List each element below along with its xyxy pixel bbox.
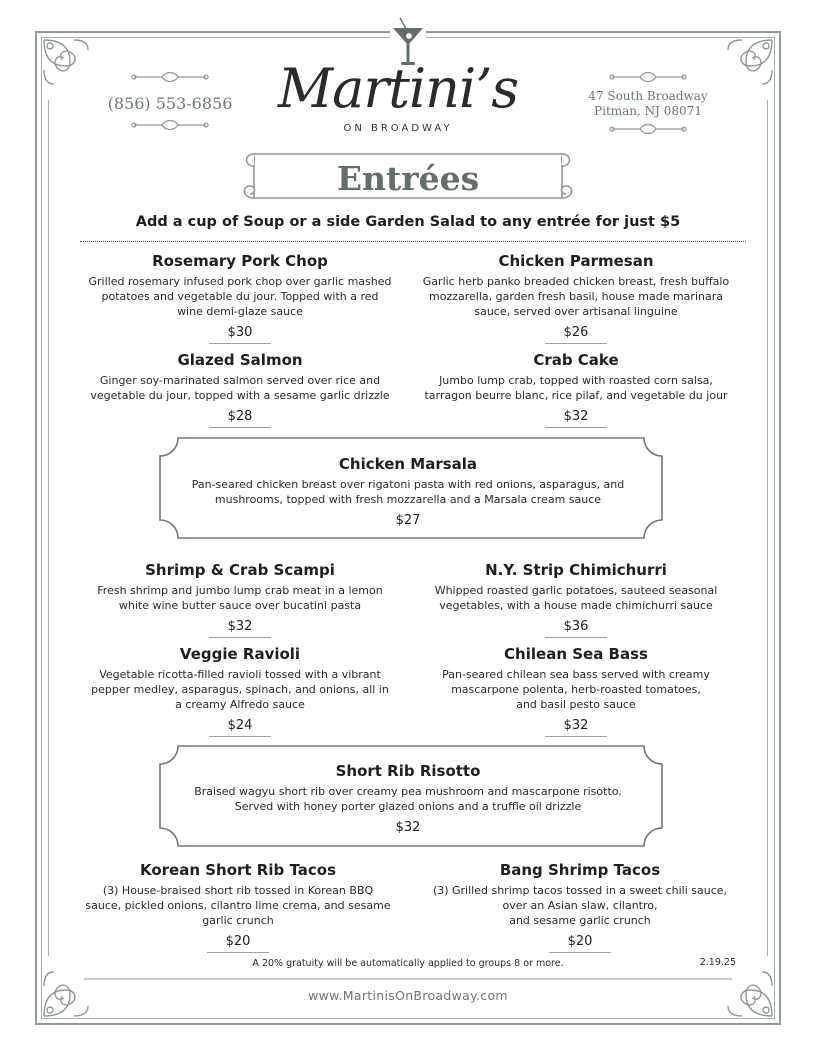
menu-item bbox=[420, 861, 740, 953]
item-description-line: vegetables, with a house made chimichurri sauce bbox=[439, 599, 713, 612]
item-description-line: white wine butter sauce over bucatini pasta bbox=[118, 599, 362, 612]
item-name: Short Rib Risotto bbox=[335, 762, 481, 780]
item-description bbox=[80, 583, 400, 613]
menu-item bbox=[416, 645, 736, 737]
item-name: Chicken Parmesan bbox=[498, 252, 654, 270]
item-description bbox=[416, 583, 736, 613]
item-description-line: Garlic herb panko breaded chicken breast, fresh buffalo bbox=[422, 275, 730, 288]
corner-flourish-top-right bbox=[724, 36, 776, 88]
menu-item bbox=[80, 645, 400, 737]
item-description bbox=[78, 883, 398, 928]
website-link[interactable]: www.MartinisOnBroadway.com bbox=[308, 988, 508, 1003]
item-description-line: over an Asian slaw, cilantro, bbox=[502, 899, 658, 912]
item-description-line: Fresh shrimp and jumbo lump crab meat in a lemon bbox=[97, 584, 383, 597]
logo-subtitle: ON BROADWAY bbox=[343, 123, 453, 134]
address-line-2: Pitman, NJ 08071 bbox=[594, 104, 702, 118]
item-description-line: pepper medley, asparagus, spinach, and onions, all in bbox=[91, 683, 389, 696]
item-name: Chicken Marsala bbox=[338, 455, 478, 473]
menu-item bbox=[80, 351, 400, 428]
menu-item bbox=[80, 561, 400, 638]
address-line-1: 47 South Broadway bbox=[588, 89, 708, 103]
item-description bbox=[416, 373, 736, 403]
item-description bbox=[170, 477, 646, 507]
item-description-line: tarragon beurre blanc, rice pilaf, and vegetable du jour bbox=[424, 389, 728, 402]
featured-menu-item bbox=[170, 762, 646, 838]
item-price: $24 bbox=[209, 718, 271, 737]
item-name: Shrimp & Crab Scampi bbox=[145, 561, 335, 579]
phone-ornament-bottom bbox=[130, 118, 210, 132]
item-price: $28 bbox=[209, 409, 271, 428]
item-description-line: Vegetable ricotta-filled ravioli tossed with a vibrant bbox=[99, 668, 381, 681]
right-decorative-line bbox=[767, 100, 768, 956]
restaurant-address bbox=[582, 89, 714, 119]
item-description-line: potatoes and vegetable du jour. Topped with a red bbox=[101, 290, 379, 303]
item-description bbox=[170, 784, 646, 814]
item-description bbox=[80, 667, 400, 712]
item-description-line: mozzarella, garden fresh basil, house made marinara bbox=[429, 290, 723, 303]
menu-item bbox=[416, 561, 736, 638]
promo-text: Add a cup of Soup or a side Garden Salad to any entrée for just $5 bbox=[135, 214, 681, 230]
item-name: Bang Shrimp Tacos bbox=[499, 861, 661, 879]
item-price: $20 bbox=[549, 934, 611, 953]
item-description-line: mascarpone polenta, herb-roasted tomatoes, bbox=[451, 683, 701, 696]
item-price: $32 bbox=[545, 409, 607, 428]
menu-item bbox=[416, 252, 736, 344]
item-description-line: garlic crunch bbox=[202, 914, 274, 927]
gratuity-note: A 20% gratuity will be automatically applied to groups 8 or more. bbox=[252, 958, 564, 969]
section-title: Entrées bbox=[336, 159, 480, 198]
featured-menu-item bbox=[170, 455, 646, 531]
item-price: $32 bbox=[545, 718, 607, 737]
menu-date: 2.19.25 bbox=[699, 957, 736, 968]
item-description-line: Jumbo lump crab, topped with roasted corn salsa, bbox=[439, 374, 713, 387]
item-name: N.Y. Strip Chimichurri bbox=[485, 561, 667, 579]
item-description-line: and sesame garlic crunch bbox=[509, 914, 651, 927]
item-description-line: Whipped roasted garlic potatoes, sauteed seasonal bbox=[434, 584, 718, 597]
item-price: $32 bbox=[209, 619, 271, 638]
item-description bbox=[420, 883, 740, 928]
restaurant-logo: Martini’s bbox=[277, 57, 519, 120]
item-name: Korean Short Rib Tacos bbox=[139, 861, 337, 879]
item-description-line: (3) Grilled shrimp tacos tossed in a sweet chili sauce, bbox=[432, 884, 728, 897]
item-description bbox=[80, 373, 400, 403]
item-name: Rosemary Pork Chop bbox=[152, 252, 328, 270]
menu-item bbox=[416, 351, 736, 428]
item-price: $27 bbox=[395, 513, 421, 528]
footer-divider-line bbox=[84, 976, 732, 982]
item-description bbox=[80, 274, 400, 319]
item-price: $20 bbox=[207, 934, 269, 953]
item-description-line: and basil pesto sauce bbox=[516, 698, 636, 711]
menu-item bbox=[78, 861, 398, 953]
item-description-line: (3) House-braised short rib tossed in Korean BBQ bbox=[102, 884, 374, 897]
address-ornament-bottom bbox=[608, 122, 688, 136]
item-price: $30 bbox=[209, 325, 271, 344]
item-name: Chilean Sea Bass bbox=[504, 645, 648, 663]
menu-item bbox=[80, 252, 400, 344]
item-name: Crab Cake bbox=[533, 351, 619, 369]
item-description-line: wine demi-glaze sauce bbox=[177, 305, 303, 318]
item-price: $36 bbox=[545, 619, 607, 638]
item-name: Glazed Salmon bbox=[177, 351, 303, 369]
left-decorative-line bbox=[48, 100, 49, 956]
phone-number: (856) 553-6856 bbox=[107, 94, 233, 113]
item-description-line: sauce, served over artisanal linguine bbox=[474, 305, 678, 318]
item-name: Veggie Ravioli bbox=[179, 645, 301, 663]
item-description bbox=[416, 274, 736, 319]
item-description-line: a creamy Alfredo sauce bbox=[175, 698, 305, 711]
item-description-line: sauce, pickled onions, cilantro lime crema, and sesame bbox=[85, 899, 391, 912]
item-description-line: Grilled rosemary infused pork chop over garlic mashed bbox=[88, 275, 392, 288]
item-price: $26 bbox=[545, 325, 607, 344]
corner-flourish-top-left bbox=[40, 36, 92, 88]
item-description bbox=[416, 667, 736, 712]
item-description-line: mushrooms, topped with fresh mozzarella and a Marsala cream sauce bbox=[214, 493, 602, 506]
item-description-line: Braised wagyu short rib over creamy pea mushroom and mascarpone risotto. bbox=[194, 785, 622, 798]
dotted-divider bbox=[80, 241, 746, 242]
item-description-line: Ginger soy-marinated salmon served over rice and bbox=[99, 374, 381, 387]
address-ornament-top bbox=[608, 70, 688, 84]
item-description-line: Pan-seared chicken breast over rigatoni pasta with red onions, asparagus, and bbox=[191, 478, 625, 491]
phone-ornament-top bbox=[130, 70, 210, 84]
item-description-line: Served with honey porter glazed onions and a truffle oil drizzle bbox=[234, 800, 582, 813]
item-description-line: vegetable du jour, topped with a sesame garlic drizzle bbox=[90, 389, 390, 402]
item-description-line: Pan-seared chilean sea bass served with creamy bbox=[442, 668, 710, 681]
item-price: $32 bbox=[395, 820, 421, 835]
